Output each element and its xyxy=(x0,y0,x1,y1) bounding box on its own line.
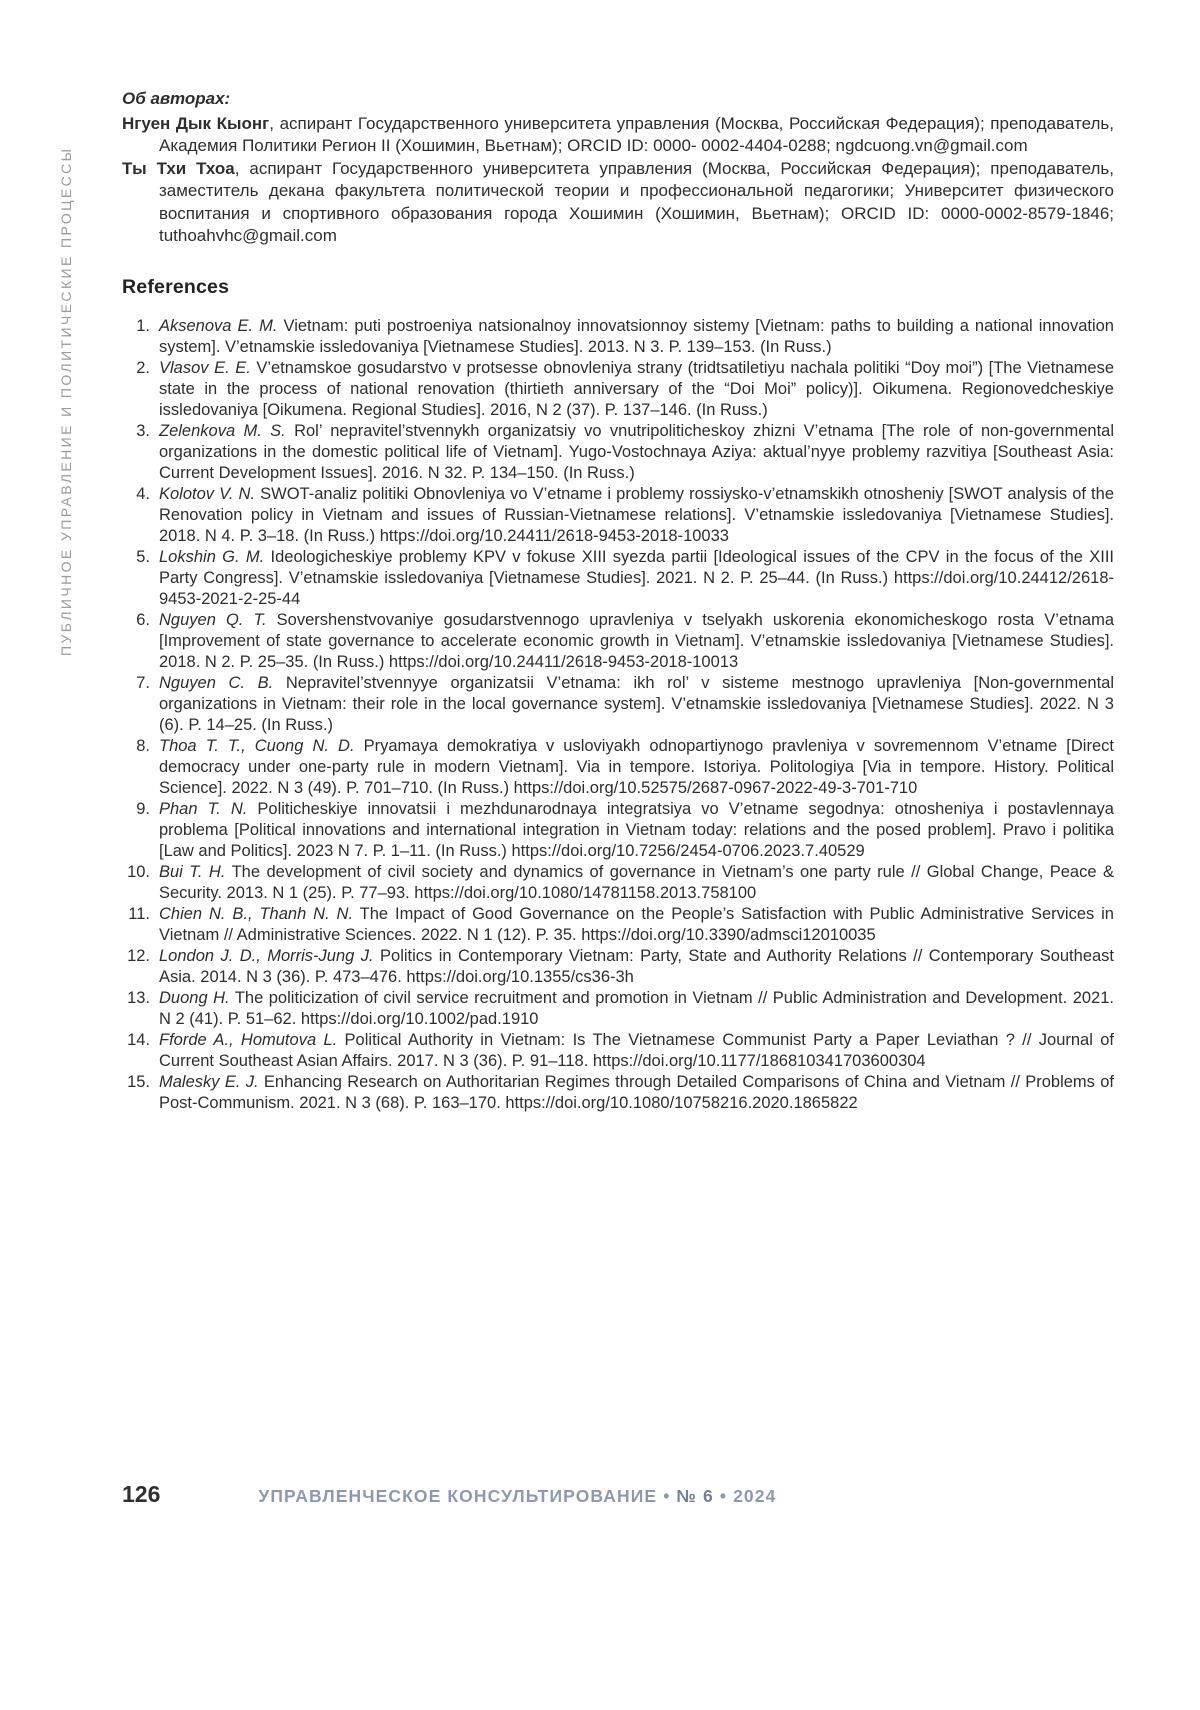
reference-item xyxy=(122,904,1114,946)
reference-text: The Impact of Good Governance on the People’s Satisfaction with Public Administrative Services in Vietnam // Administrative Sciences. 2022. N 1 (12). P. 35. https://doi.org/10.3390/admsci12010035 xyxy=(159,904,1114,944)
reference-number: 8. xyxy=(136,736,150,755)
reference-number: 10. xyxy=(127,862,150,881)
reference-text: Ideologicheskiye problemy KPV v fokuse XIII syezda partii [Ideological issues of the CPV in the focus of the XIII Party Congress]. V’etnamskie issledovaniya [Vietnamese Studies]. 2021. N 2. P. 25–44. (In Russ.) https://doi.org/10.24412/2618-9453-2021-2-25-44 xyxy=(159,547,1114,608)
reference-number: 1. xyxy=(136,316,150,335)
reference-number: 9. xyxy=(136,799,150,818)
reference-number: 14. xyxy=(127,1030,150,1049)
reference-number: 15. xyxy=(127,1072,150,1091)
issue-number: № 6 xyxy=(676,1486,714,1506)
reference-body xyxy=(150,673,1114,736)
reference-body xyxy=(150,988,1114,1030)
author-details: , аспирант Государственного университета управления (Москва, Российская Федерация); преподаватель, Академия Политики Регион II (Хошимин, Вьетнам); ORCID ID: 0000- 0002-4404-0288; ngdcuong.vn@gmail.com xyxy=(159,113,1114,155)
reference-body xyxy=(150,358,1114,421)
reference-number: 4. xyxy=(136,484,150,503)
reference-text: Nepravitel’stvennyye organizatsii V’etnama: ikh rol’ v sisteme mestnogo upravleniya [Non-governmental organizations in Vietnam: their role in the local governance system]. V’etnamskie issledovaniya [Vietnamese Studies]. 2022. N 3 (6). P. 14–25. (In Russ.) xyxy=(159,673,1114,734)
author-name: Ты Тхи Тхоа xyxy=(122,158,235,178)
reference-number: 6. xyxy=(136,610,150,629)
reference-text: Pryamaya demokratiya v usloviyakh odnopartiynogo pravleniya v sovremennom V’etname [Direct democracy under one-party rule in modern Vietnam]. Via in tempore. Istoriya. Politologiya [Via in tempore. History. Political Science]. 2022. N 3 (49). P. 701–710. (In Russ.) https://doi.org/10.52575/2687-0967-2022-49-3-701-710 xyxy=(159,736,1114,797)
reference-number: 3. xyxy=(136,421,150,440)
reference-body xyxy=(150,862,1114,904)
reference-authors: London J. D., Morris-Jung J. xyxy=(159,946,374,965)
reference-number: 5. xyxy=(136,547,150,566)
references-heading: References xyxy=(122,275,230,298)
reference-body xyxy=(150,610,1114,673)
reference-number: 2. xyxy=(136,358,150,377)
reference-number: 13. xyxy=(127,988,150,1007)
separator-dot: • xyxy=(663,1486,671,1506)
reference-authors: Chien N. B., Thanh N. N. xyxy=(159,904,354,923)
reference-authors: Zelenkova M. S. xyxy=(159,421,286,440)
reference-item xyxy=(122,316,1114,358)
reference-item xyxy=(122,610,1114,673)
separator-dot: • xyxy=(719,1486,728,1506)
reference-item xyxy=(122,1030,1114,1072)
reference-authors: Lokshin G. M. xyxy=(159,547,265,566)
reference-authors: Duong H. xyxy=(159,988,230,1007)
reference-text: V’etnamskoe gosudarstvo v protsesse obnovleniya strany (tridtsatiletiyu nachala politiki “Doy moi”) [The Vietnamese state in the process of national renovation (thirtieth anniversary of the “Doi Moi” policy)]. Oikumena. Regionovedcheskiye issledovaniya [Oikumena. Regional Studies]. 2016, N 2 (37). P. 137–146. (In Russ.) xyxy=(159,358,1114,419)
page-footer xyxy=(122,1481,1114,1508)
page-content xyxy=(122,88,1114,1114)
reference-text: Vietnam: puti postroeniya natsionalnoy innovatsionnoy sistemy [Vietnam: paths to building a national innovation system]. V’etnamskie issledovaniya [Vietnamese Studies]. 2013. N 3. P. 139–153. (In Russ.) xyxy=(159,316,1114,356)
reference-body xyxy=(150,484,1114,547)
reference-authors: Nguyen Q. T. xyxy=(159,610,267,629)
reference-text: Sovershenstvovaniye gosudarstvennogo upravleniya v tselyakh uskorenia ekonomicheskogo rosta V’etnama [Improvement of state governance to accelerate economic growth in Vietnam]. V’etnamskie issledovaniya [Vietnamese Studies]. 2018. N 2. P. 25–35. (In Russ.) https://doi.org/10.24411/2618-9453-2018-10013 xyxy=(159,610,1114,671)
section-rubric-vertical: ПУБЛИЧНОЕ УПРАВЛЕНИЕ И ПОЛИТИЧЕСКИЕ ПРОЦЕССЫ xyxy=(58,146,74,656)
journal-title: УПРАВЛЕНЧЕСКОЕ КОНСУЛЬТИРОВАНИЕ xyxy=(258,1486,658,1506)
reference-text: Politicheskiye innovatsii i mezhdunarodnaya integratsiya vo V’etname segodnya: otnosheniya i postavlennaya problema [Political innovations and international integration in Vietnam today: relations and the posed problem]. Pravo i politika [Law and Politics]. 2023 N 7. P. 1–11. (In Russ.) https://doi.org/10.7256/2454-0706.2023.7.40529 xyxy=(159,799,1114,860)
reference-body xyxy=(150,421,1114,484)
reference-text: SWOT-analiz politiki Obnovleniya vo V’etname i problemy rossiysko-v’etnamskikh otnosheniy [SWOT analysis of the Renovation policy in Vietnam and issues of Russian-Vietnamese relations]. V’etnamskie issledovaniya [Vietnamese Studies]. 2018. N 4. P. 3–18. (In Russ.) https://doi.org/10.24411/2618-9453-2018-10033 xyxy=(159,484,1114,545)
reference-authors: Malesky E. J. xyxy=(159,1072,259,1091)
reference-text: Rol’ nepravitel’stvennykh organizatsiy vo vnutripoliticheskoy zhizni V’etnama [The role of non-governmental organizations in the domestic political life of Vietnam]. Yugo-Vostochnaya Aziya: aktual’nyye problemy razvitiya [Southeast Asia: Current Development Issues]. 2016. N 32. P. 134–150. (In Russ.) xyxy=(159,421,1114,482)
reference-item xyxy=(122,1072,1114,1114)
reference-body xyxy=(150,547,1114,610)
reference-text: The development of civil society and dynamics of governance in Vietnam’s one party rule // Global Change, Peace & Security. 2013. N 1 (25). P. 77–93. https://doi.org/10.1080/14781158.2013.758100 xyxy=(159,862,1114,902)
reference-item xyxy=(122,673,1114,736)
reference-authors: Thoa T. T., Cuong N. D. xyxy=(159,736,355,755)
reference-authors: Nguyen C. B. xyxy=(159,673,274,692)
reference-body xyxy=(150,316,1114,358)
reference-item xyxy=(122,988,1114,1030)
reference-authors: Aksenova E. M. xyxy=(159,316,278,335)
journal-running-title xyxy=(258,1486,776,1507)
reference-authors: Phan T. N. xyxy=(159,799,248,818)
reference-body xyxy=(150,1072,1114,1114)
reference-authors: Vlasov E. E. xyxy=(159,358,251,377)
reference-body xyxy=(150,799,1114,862)
reference-item xyxy=(122,484,1114,547)
reference-number: 7. xyxy=(136,673,150,692)
reference-number: 11. xyxy=(128,904,150,923)
reference-text: Enhancing Research on Authoritarian Regimes through Detailed Comparisons of China and Vietnam // Problems of Post-Communism. 2021. N 3 (68). P. 163–170. https://doi.org/10.1080/10758216.2020.1865822 xyxy=(159,1072,1114,1112)
reference-body xyxy=(150,946,1114,988)
reference-item xyxy=(122,736,1114,799)
reference-body xyxy=(150,736,1114,799)
author-entry xyxy=(122,113,1114,158)
author-name: Нгуен Дык Кыонг xyxy=(122,113,270,133)
references-list xyxy=(122,316,1114,1114)
journal-year: 2024 xyxy=(733,1486,777,1506)
reference-number: 12. xyxy=(127,946,150,965)
reference-authors: Kolotov V. N. xyxy=(159,484,256,503)
reference-item xyxy=(122,547,1114,610)
reference-text: The politicization of civil service recruitment and promotion in Vietnam // Public Administration and Development. 2021. N 2 (41). P. 51–62. https://doi.org/10.1002/pad.1910 xyxy=(159,988,1114,1028)
reference-authors: Bui T. H. xyxy=(159,862,226,881)
reference-authors: Fforde A., Homutova L. xyxy=(159,1030,338,1049)
reference-item xyxy=(122,799,1114,862)
reference-text: Politics in Contemporary Vietnam: Party, State and Authority Relations // Contemporary Southeast Asia. 2014. N 3 (36). P. 473–476. https://doi.org/10.1355/cs36-3h xyxy=(159,946,1115,986)
reference-text: Political Authority in Vietnam: Is The Vietnamese Communist Party a Paper Leviathan ? // Journal of Current Southeast Asian Affairs. 2017. N 3 (36). P. 91–118. https://doi.org/10.1177/186810341703600304 xyxy=(159,1030,1114,1070)
reference-item xyxy=(122,421,1114,484)
reference-body xyxy=(150,904,1114,946)
page-number: 126 xyxy=(122,1481,161,1507)
reference-body xyxy=(150,1030,1114,1072)
reference-item xyxy=(122,946,1114,988)
reference-item xyxy=(122,358,1114,421)
author-details: , аспирант Государственного университета управления (Москва, Российская Федерация); преподаватель, заместитель декана факультета политической теории и профессиональной педагогики; Университет физического воспитания и спортивного образования города Хошимин (Хошимин, Вьетнам); ORCID ID: 0000-0002-8579-1846; tuthoahvhc@gmail.com xyxy=(159,158,1114,245)
about-authors-heading: Об авторах: xyxy=(122,89,231,108)
reference-item xyxy=(122,862,1114,904)
author-entry xyxy=(122,158,1114,248)
